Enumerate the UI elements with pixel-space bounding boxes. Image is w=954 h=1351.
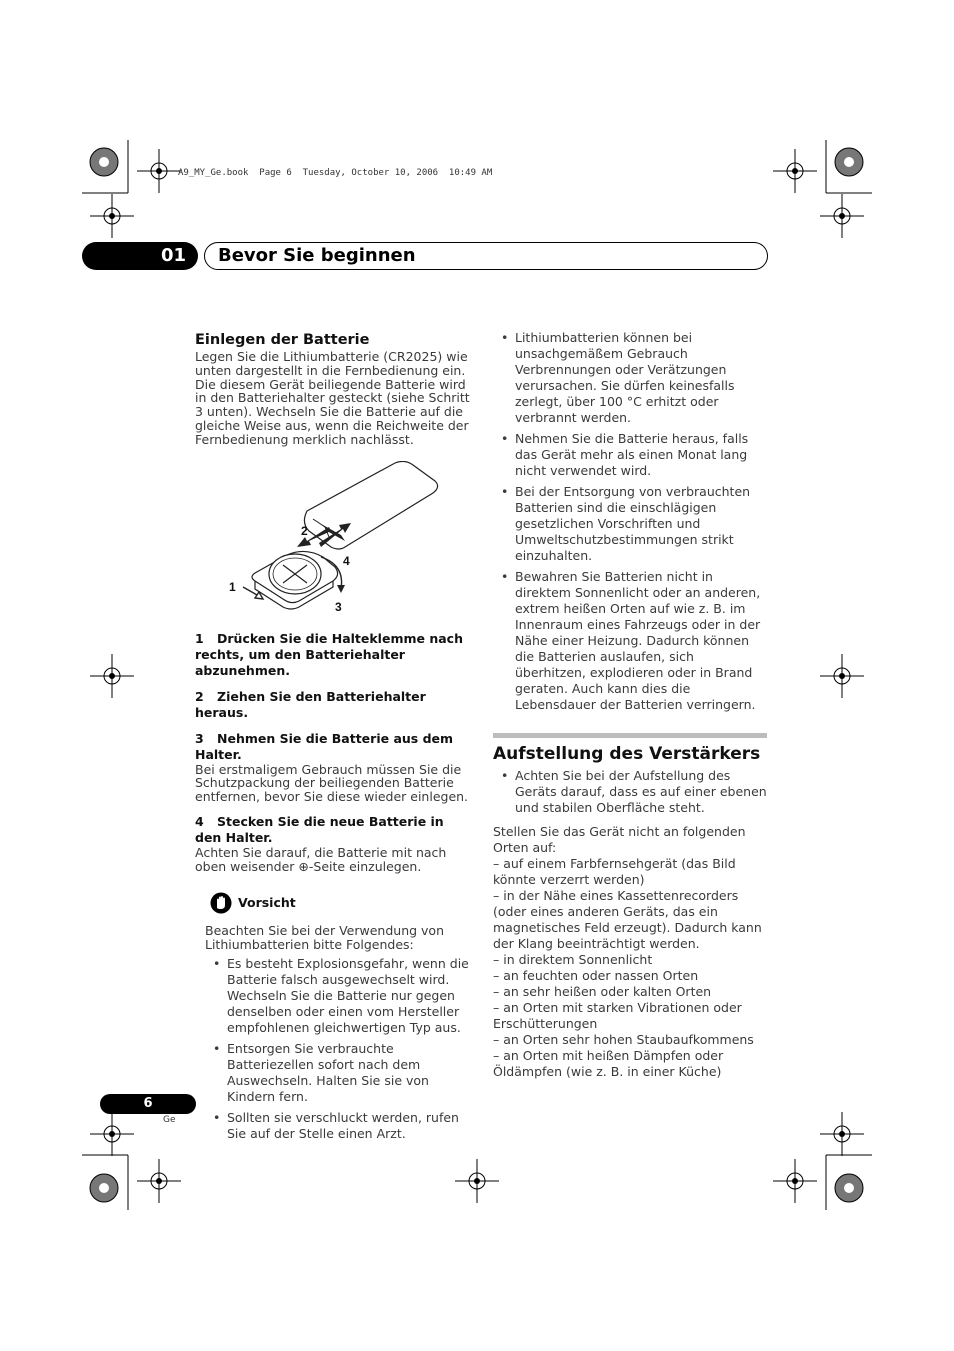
place-item: – an sehr heißen oder kalten Orten [493,984,712,999]
place-item: – in der Nähe eines Kassettenrecorders (oder eines anderen Geräts, das ein magnetisches Feld erzeugt). Dadurch kann der Klang beeinträchtigt werden. [493,888,762,951]
figure-label-4: 4 [343,553,350,568]
caution-hand-icon [209,892,233,914]
step-3: 3 Nehmen Sie die Batterie aus dem Halter. [195,730,454,762]
setup-list [493,768,767,816]
section-heading-battery: Einlegen der Batterie [195,332,370,348]
step-4: 4 Stecken Sie die neue Batterie in den Halter. [195,813,444,845]
list-item: • Lithiumbatterien können bei unsachgemäßem Gebrauch Verbrennungen oder Verätzungen verursachen. Sie dürfen keinesfalls zerlegt, über 100 °C erhitzt oder verbrannt werden. [493,330,767,426]
chapter-number: 01 [82,242,198,270]
list-item: • Bewahren Sie Batterien nicht in direktem Sonnenlicht oder an anderen, extrem heißen Orten auf wie z. B. im Innenraum eines Fahrzeugs oder in der Nähe einer Heizung. Dadurch können die Batterien auslaufen, sich überhitzen, explodieren oder in Brand geraten. Auch kann dies die Lebensdauer der Batterien verringern. [493,569,767,713]
place-item: – auf einem Farbfernsehgerät (das Bild könnte verzerrt werden) [493,856,736,887]
list-item: • Sollten sie verschluckt werden, rufen Sie auf der Stelle einen Arzt. [205,1110,473,1142]
left-column [195,330,473,1147]
battery-intro: Legen Sie die Lithiumbatterie (CR2025) wie unten dargestellt in die Fernbedienung ein. Die diesem Gerät beiliegende Batterie wird in den Batteriehalter gesteckt (siehe Schritt 3 unten). Wechseln Sie die Batterie auf die gleiche Weise aus, wenn die Reichweite der Fernbedienung merklich nachlässt. [195,349,470,447]
step-1: 1 Drücken Sie die Halteklemme nach rechts, um den Batteriehalter abzunehmen. [195,630,463,678]
figure-label-2: 2 [301,523,308,538]
list-item: • Nehmen Sie die Batterie heraus, falls das Gerät mehr als einen Monat lang nicht verwendet wird. [493,431,767,479]
place-item: – an feuchten oder nassen Orten [493,968,699,983]
figure-label-3: 3 [335,599,342,614]
right-column [493,330,767,1080]
section-heading-setup: Aufstellung des Verstärkers [493,744,761,764]
step-3-note: Bei erstmaligem Gebrauch müssen Sie die Schutzpackung der beiliegenden Batterie entfernen, bevor Sie diese wieder einlegen. [195,761,469,805]
battery-warnings-list [493,330,767,713]
place-item: – an Orten sehr hohen Staubaufkommens [493,1032,754,1047]
battery-illustration [195,461,473,621]
list-item: • Achten Sie bei der Aufstellung des Geräts darauf, dass es auf einer ebenen und stabilen Oberfläche steht. [493,768,767,816]
caution-heading [195,892,473,914]
chapter-title: Bevor Sie beginnen [218,245,416,266]
place-item: – an Orten mit heißen Dämpfen oder Öldämpfen (wie z. B. in einer Küche) [493,1048,724,1079]
book-file-info: A9_MY_Ge.book Page 6 Tuesday, October 10, 2006 10:49 AM [178,168,493,178]
step-4-note: Achten Sie darauf, die Batterie mit nach oben weisender ⊕-Seite einzulegen. [195,844,447,874]
caution-body [195,924,473,1142]
caution-list [205,956,473,1142]
caution-title: Vorsicht [238,895,296,911]
list-item: • Bei der Entsorgung von verbrauchten Batterien sind die einschlägigen gesetzlichen Vorschriften und Umweltschutzbestimmungen strikt einzuhalten. [493,484,767,564]
step-2: 2 Ziehen Sie den Batteriehalter heraus. [195,688,426,720]
section-divider [493,733,767,738]
place-item: – in direktem Sonnenlicht [493,952,653,967]
page-number: 6 [100,1094,196,1114]
list-item: • Es besteht Explosionsgefahr, wenn die Batterie falsch ausgewechselt wird. Wechseln Sie die Batterie nur gegen denselben oder einen vom Hersteller empfohlenen gleichwertigen Typ aus. [205,956,473,1036]
list-item: • Entsorgen Sie verbrauchte Batteriezellen sofort nach dem Auswechseln. Halten Sie sie von Kindern fern. [205,1041,473,1105]
figure-label-1: 1 [229,579,236,594]
caution-intro: Beachten Sie bei der Verwendung von Lithiumbatterien bitte Folgendes: [205,922,444,952]
places-intro: Stellen Sie das Gerät nicht an folgenden Orten auf: [493,824,746,855]
place-item: – an Orten mit starken Vibrationen oder Erschütterungen [493,1000,742,1031]
page-language: Ge [163,1115,176,1125]
